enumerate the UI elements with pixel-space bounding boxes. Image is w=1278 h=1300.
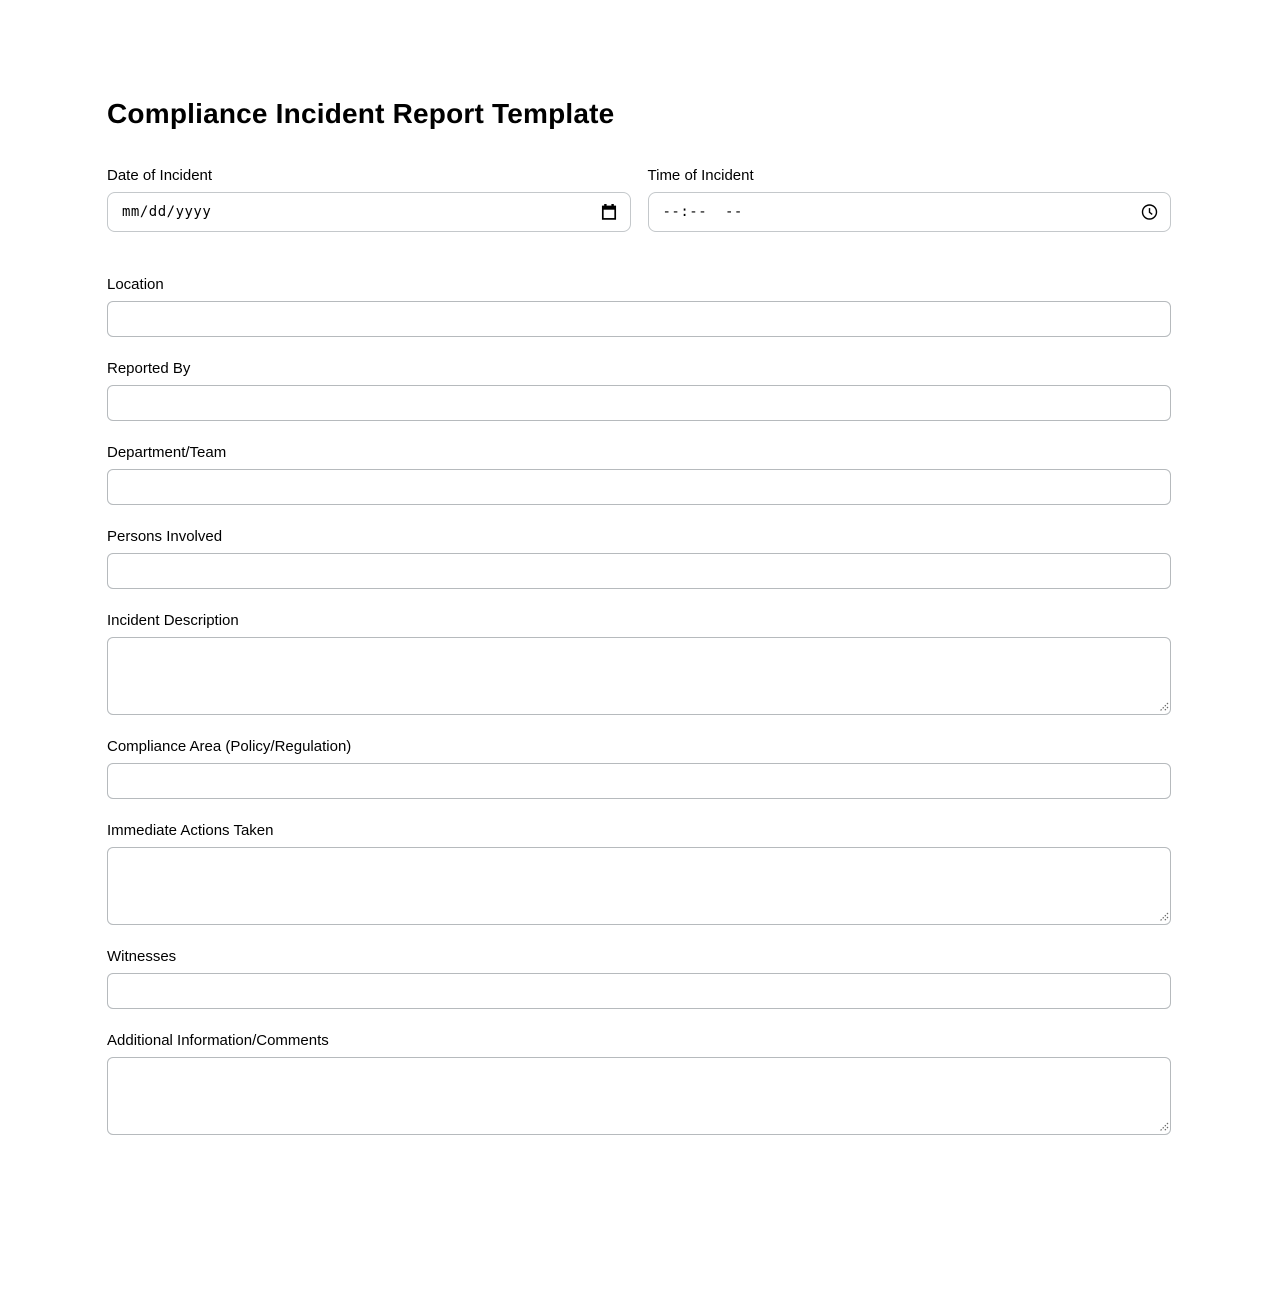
location-field — [107, 276, 1171, 337]
reported-by-label: Reported By — [107, 360, 191, 377]
incident-description-textarea[interactable] — [107, 637, 1171, 715]
compliance-area-field — [107, 738, 1171, 799]
witnesses-field — [107, 948, 1171, 1009]
incident-description-label: Incident Description — [107, 612, 239, 629]
time-of-incident-wrap — [648, 192, 1172, 232]
time-of-incident-label: Time of Incident — [647, 167, 754, 184]
time-of-incident-field — [648, 167, 1172, 232]
time-of-incident-input[interactable] — [648, 192, 1172, 232]
clock-icon[interactable] — [1141, 204, 1158, 221]
page-title: Compliance Incident Report Template — [107, 98, 615, 129]
calendar-icon[interactable] — [601, 204, 618, 221]
immediate-actions-label: Immediate Actions Taken — [107, 822, 274, 839]
additional-info-label: Additional Information/Comments — [107, 1032, 329, 1049]
additional-info-wrap — [107, 1057, 1171, 1135]
immediate-actions-wrap — [107, 847, 1171, 925]
location-input[interactable] — [107, 301, 1171, 337]
compliance-area-input[interactable] — [107, 763, 1171, 799]
reported-by-input[interactable] — [107, 385, 1171, 421]
date-of-incident-input[interactable] — [107, 192, 631, 232]
compliance-area-label: Compliance Area (Policy/Regulation) — [107, 738, 352, 755]
immediate-actions-textarea[interactable] — [107, 847, 1171, 925]
date-of-incident-field — [107, 167, 631, 232]
date-time-row — [107, 167, 1171, 232]
persons-involved-input[interactable] — [107, 553, 1171, 589]
department-team-field — [107, 444, 1171, 505]
incident-description-wrap — [107, 637, 1171, 715]
department-team-input[interactable] — [107, 469, 1171, 505]
additional-info-field — [107, 1032, 1171, 1135]
department-team-label: Department/Team — [107, 444, 227, 461]
witnesses-input[interactable] — [107, 973, 1171, 1009]
incident-description-field — [107, 612, 1171, 715]
date-of-incident-label: Date of Incident — [107, 167, 213, 184]
persons-involved-field — [107, 528, 1171, 589]
reported-by-field — [107, 360, 1171, 421]
additional-info-textarea[interactable] — [107, 1057, 1171, 1135]
location-label: Location — [107, 276, 164, 293]
witnesses-label: Witnesses — [107, 948, 177, 965]
persons-involved-label: Persons Involved — [107, 528, 223, 545]
immediate-actions-field — [107, 822, 1171, 925]
date-of-incident-wrap — [107, 192, 631, 232]
